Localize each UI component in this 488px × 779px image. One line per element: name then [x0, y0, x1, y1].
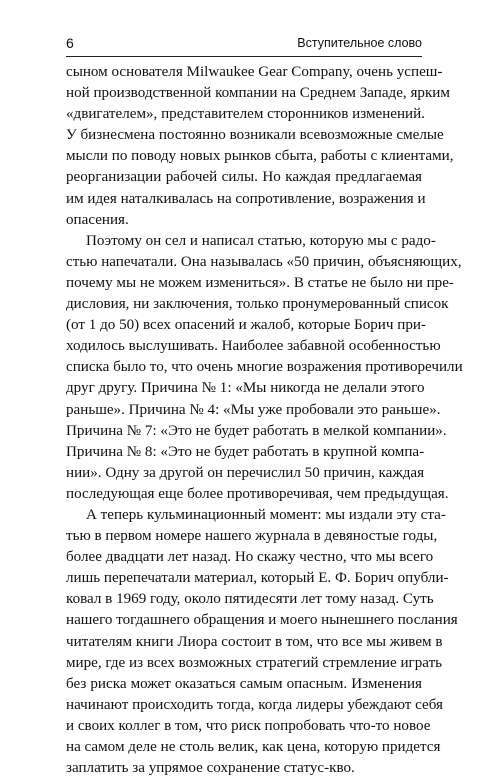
text-line: (от 1 до 50) всех опасений и жалоб, которые Борич при- [66, 317, 426, 334]
text-line: лишь перепечатали материал, который Е. Ф. Борич опубли- [66, 570, 449, 587]
running-title: Вступительное слово [297, 36, 422, 50]
text-line: более двадцати лет назад. Но скажу честно, что мы всего [66, 549, 434, 566]
text-line: Причина № 8: «Это не будет работать в крупной компа- [66, 443, 425, 460]
header-rule [66, 56, 422, 57]
text-line: читателям книги Лиора состоит в том, что все мы живем в [66, 633, 443, 650]
text-line: нашего тогдашнего обращения и моего нынешнего послания [66, 612, 458, 629]
text-line: А теперь кульминационный момент: мы издали эту ста- [86, 506, 446, 523]
text-line: им идея наталкивалась на сопротивление, возражения и [66, 190, 426, 207]
text-line: опасения. [66, 211, 129, 228]
paragraph [66, 231, 463, 505]
text-line: ной производственной компании на Среднем Западе, ярким [66, 85, 450, 102]
text-line: начинают происходить тогда, когда лидеры убеждают себя [66, 696, 443, 713]
text-line: мысли по поводу новых рынков сбыта, работы с клиентами, [66, 148, 454, 165]
text-line: мире, где из всех возможных стратегий стремление играть [66, 654, 443, 671]
text-line: на самом деле не столь велик, как цена, которую придется [66, 739, 441, 755]
text-line: Поэтому он сел и написал статью, которую мы с радо- [86, 232, 436, 249]
page-header [66, 34, 422, 56]
body-text [66, 62, 463, 779]
text-line: и своих коллег в том, что риск попробовать что-то новое [66, 717, 431, 734]
text-line: Причина № 7: «Это не будет работать в мелкой компании». [66, 422, 447, 439]
text-line: нии». Одну за другой он перечислил 50 причин, каждая [66, 464, 425, 481]
text-line: дисловия, ни заключения, только пронумерованный список [66, 296, 449, 313]
paragraph [66, 62, 454, 231]
text-line: стью напечатали. Она называлась «50 причин, объясняющих, [66, 253, 462, 270]
text-line: последующая еще более противоречивая, чем предыдущая. [66, 485, 449, 502]
text-line: ходилось выслушивать. Наиболее забавной особенностью [66, 338, 441, 355]
text-line: раньше». Причина № 4: «Мы уже пробовали это раньше». [66, 401, 441, 418]
page-number: 6 [66, 35, 74, 51]
text-line: реорганизации рабочей силы. Но каждая предлагаемая [66, 169, 422, 186]
text-line: заплатить за упрямое сохранение статус-кво. [66, 760, 355, 777]
text-line: списка было то, что очень многие возражения противоречили [66, 359, 463, 376]
text-line: друг другу. Причина № 1: «Мы никогда не делали этого [66, 380, 425, 397]
text-line: «двигателем», представителем сторонников изменений. [66, 106, 425, 123]
text-line: ковал в 1969 году, около пятидесяти лет тому назад. Суть [66, 591, 434, 608]
text-line: сыном основателя Milwaukee Gear Company, очень успеш- [66, 64, 443, 80]
text-line: У бизнесмена постоянно возникали всевозможные смелые [66, 127, 444, 144]
paragraph [66, 505, 458, 779]
text-line: почему мы не можем измениться». В статье не было ни пре- [66, 274, 454, 291]
text-line: тью в первом номере нашего журнала в девяностые годы, [66, 528, 438, 545]
text-line: без риска может оказаться самым опасным. Изменения [66, 675, 422, 692]
